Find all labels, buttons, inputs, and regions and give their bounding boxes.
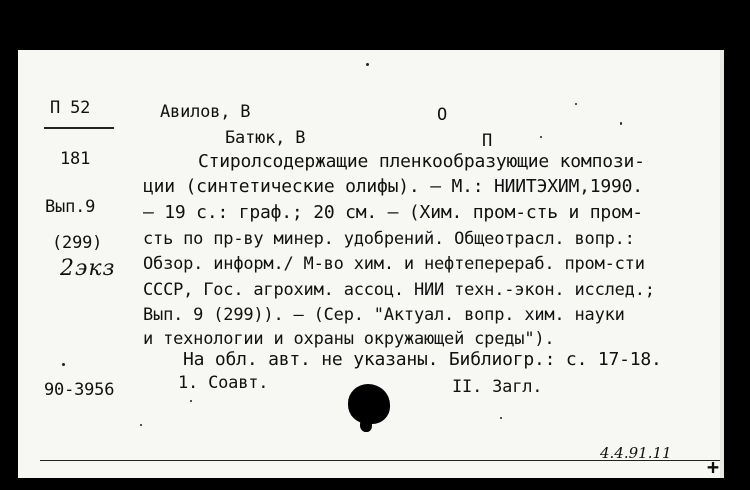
- card-edge: [720, 50, 724, 478]
- left-col-issue: Вып.9: [45, 197, 96, 217]
- accession-number: 90-3956: [44, 380, 115, 400]
- handwritten-copies: 2экз: [60, 256, 116, 281]
- tracing-coauthor: 1. Соавт.: [178, 373, 269, 393]
- speck: [620, 122, 622, 125]
- ink-blot-drip: [360, 418, 372, 432]
- speck: [500, 417, 502, 419]
- ink-blot: [348, 384, 390, 424]
- speck: [540, 136, 542, 138]
- corner-mark: +: [707, 455, 719, 479]
- body-line: Обзор. информ./ М-во хим. и нефтеперераб. пром-сти: [143, 254, 645, 274]
- tracing-title: II. Загл.: [452, 377, 543, 397]
- body-line: и технологии и охраны окружающей среды").: [143, 329, 555, 349]
- body-line: сть по пр-ву минер. удобрений. Общеотрасл. вопр.:: [143, 229, 635, 249]
- author-1-flag: О: [437, 105, 448, 125]
- body-line: ции (синтетические олифы). – М.: НИИТЭХИМ,1990.: [143, 176, 643, 197]
- left-col-series-number: (299): [52, 233, 103, 253]
- author-1: Авилов, В: [160, 102, 251, 122]
- speck: [575, 103, 577, 105]
- body-line: Стиролсодержащие пленкообразующие компози-: [198, 151, 645, 172]
- speck: [366, 63, 369, 66]
- handwritten-date: 4.4.91.11: [600, 444, 672, 462]
- body-line: – 19 с.: граф.; 20 см. – (Хим. пром-сть и пром-: [143, 202, 643, 223]
- speck: [140, 424, 142, 426]
- body-line: СССР, Гос. агрохим. ассоц. НИИ техн.-экон. исслед.;: [143, 280, 655, 300]
- body-line: Вып. 9 (299)). – (Сер. "Актуал. вопр. хим. науки: [143, 305, 625, 325]
- call-number: П 52: [50, 98, 91, 118]
- call-number-rule: [44, 127, 114, 129]
- author-2-flag: П: [482, 131, 493, 151]
- left-col-number: 181: [60, 149, 91, 169]
- author-2: Батюк, В: [225, 128, 306, 148]
- note-line: На обл. авт. не указаны. Библиогр.: с. 17-18.: [183, 349, 662, 370]
- speck: [62, 363, 65, 366]
- speck: [190, 400, 192, 402]
